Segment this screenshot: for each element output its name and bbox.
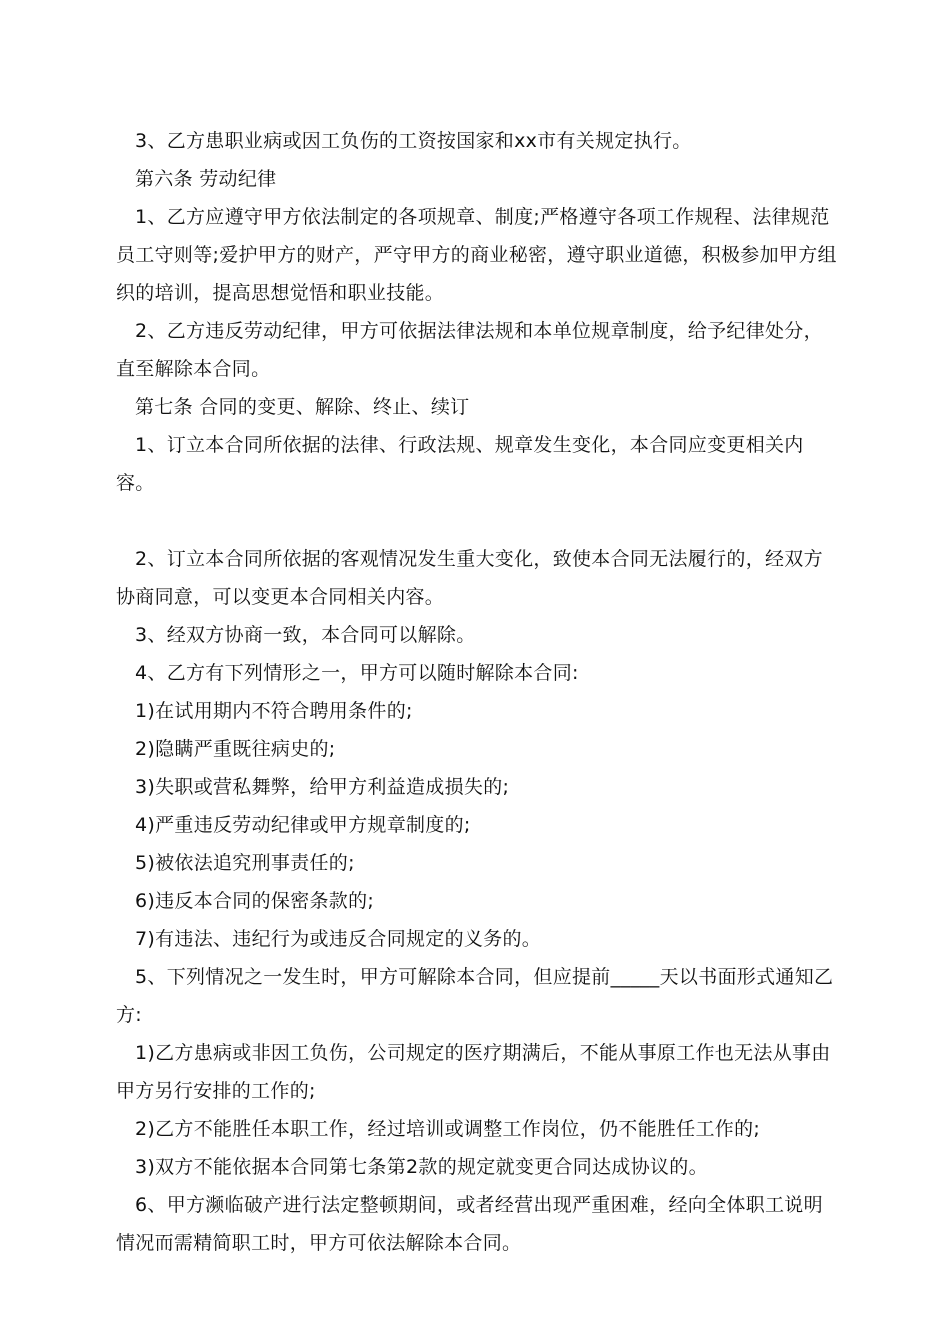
list-item-4-4: 4)严重违反劳动纪律或甲方规章制度的; bbox=[135, 814, 471, 836]
list-item-4-1: 1)在试用期内不符合聘用条件的; bbox=[135, 700, 413, 722]
list-item-5-3: 3)双方不能依据本合同第七条第2款的规定就变更合同达成协议的。 bbox=[135, 1156, 708, 1178]
paragraph-spacer bbox=[116, 502, 840, 540]
list-item-4-5: 5)被依法追究刑事责任的; bbox=[135, 852, 355, 874]
list-item-4-3: 3)失职或营私舞弊，给甲方利益造成损失的; bbox=[135, 776, 510, 798]
section-heading-article-7: 第七条 合同的变更、解除、终止、续订 bbox=[135, 396, 470, 418]
paragraph-change-5: 5、下列情况之一发生时，甲方可解除本合同，但应提前_____天以书面形式通知乙方: bbox=[116, 966, 834, 1026]
list-item-5-1: 1)乙方患病或非因工负伤，公司规定的医疗期满后，不能从事原工作也无法从事由甲方另行安排的工作的; bbox=[116, 1042, 831, 1102]
document-page bbox=[116, 122, 840, 1262]
paragraph-change-1: 1、订立本合同所依据的法律、行政法规、规章发生变化，本合同应变更相关内容。 bbox=[116, 434, 804, 494]
list-item-4-6: 6)违反本合同的保密条款的; bbox=[135, 890, 375, 912]
paragraph-item-3-occupational-disease: 3、乙方患职业病或因工负伤的工资按国家和xx市有关规定执行。 bbox=[135, 130, 692, 152]
list-item-5-2: 2)乙方不能胜任本职工作，经过培训或调整工作岗位，仍不能胜任工作的; bbox=[135, 1118, 761, 1140]
paragraph-change-3: 3、经双方协商一致，本合同可以解除。 bbox=[135, 624, 476, 646]
paragraph-change-2: 2、订立本合同所依据的客观情况发生重大变化，致使本合同无法履行的，经双方协商同意，可以变更本合同相关内容。 bbox=[116, 548, 823, 608]
paragraph-discipline-2: 2、乙方违反劳动纪律，甲方可依据法律法规和本单位规章制度，给予纪律处分，直至解除本合同。 bbox=[116, 320, 823, 380]
section-heading-article-6: 第六条 劳动纪律 bbox=[135, 168, 277, 190]
paragraph-discipline-1: 1、乙方应遵守甲方依法制定的各项规章、制度;严格遵守各项工作规程、法律规范员工守则等;爱护甲方的财产，严守甲方的商业秘密，遵守职业道德，积极参加甲方组织的培训，提高思想觉悟和职业技能。 bbox=[116, 206, 837, 304]
list-item-4-2: 2)隐瞒严重既往病史的; bbox=[135, 738, 336, 760]
paragraph-change-6: 6、甲方濒临破产进行法定整顿期间，或者经营出现严重困难，经向全体职工说明情况而需精简职工时，甲方可依法解除本合同。 bbox=[116, 1194, 823, 1254]
list-item-4-7: 7)有违法、违纪行为或违反合同规定的义务的。 bbox=[135, 928, 542, 950]
paragraph-change-4: 4、乙方有下列情形之一，甲方可以随时解除本合同: bbox=[135, 662, 579, 684]
